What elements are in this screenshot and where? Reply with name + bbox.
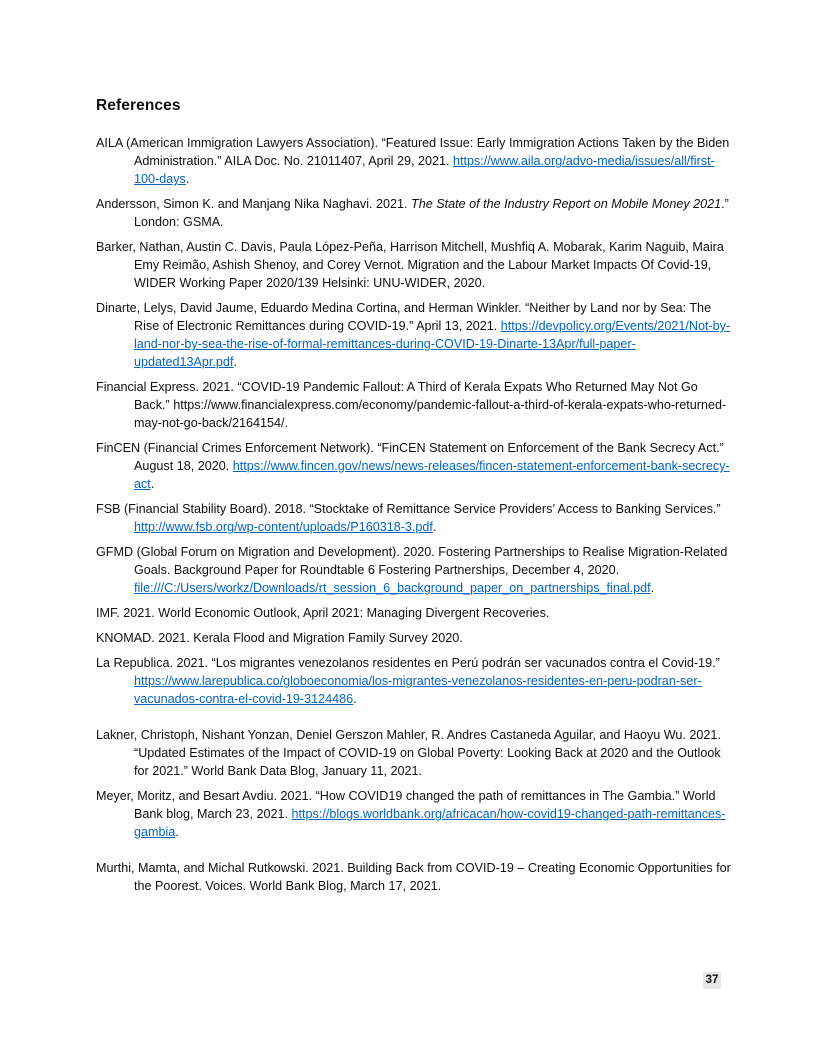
reference-link[interactable]: http://www.fsb.org/wp-content/uploads/P160318-3.pdf [134, 520, 433, 534]
reference-link[interactable]: https://blogs.worldbank.org/africacan/how-covid19-changed-path-remittances-gambia [134, 807, 726, 839]
reference-item: GFMD (Global Forum on Migration and Development). 2020. Fostering Partnerships to Realise Migration-Related Goals. Background Paper for Roundtable 6 Fostering Partnerships, December 4, 2020. file:///C:/Users/workz/Downloads/rt_session_6_background_paper_on_partnerships_final.pdf. [96, 545, 728, 595]
reference-item: Lakner, Christoph, Nishant Yonzan, Deniel Gerszon Mahler, R. Andres Castaneda Aguilar, and Haoyu Wu. 2021. “Updated Estimates of the Impact of COVID-19 on Global Poverty: Looking Back at 2020 and the Outlook for 2021.” World Bank Data Blog, January 11, 2021. [96, 728, 721, 778]
reference-item: Andersson, Simon K. and Manjang Nika Naghavi. 2021. The State of the Industry Report on Mobile Money 2021.” London: GSMA. [96, 197, 729, 229]
reference-link[interactable]: https://devpolicy.org/Events/2021/Not-by-land-nor-by-sea-the-rise-of-formal-remittances-during-COVID-19-Dinarte-13Apr/full-paper-updated13Apr.pdf [134, 319, 731, 369]
reference-item: KNOMAD. 2021. Kerala Flood and Migration Family Survey 2020. [96, 631, 463, 645]
page-number: 37 [703, 972, 721, 989]
reference-item: Murthi, Mamta, and Michal Rutkowski. 2021. Building Back from COVID-19 – Creating Economic Opportunities for the Poorest. Voices. World Bank Blog, March 17, 2021. [96, 861, 731, 893]
reference-item: Financial Express. 2021. “COVID-19 Pandemic Fallout: A Third of Kerala Expats Who Returned May Not Go Back.” https://www.financialexpress.com/economy/pandemic-fallout-a-third-of-kerala-expats-who-returned-may-not-go-back/2164154/. [96, 380, 727, 430]
reference-item: Barker, Nathan, Austin C. Davis, Paula López-Peña, Harrison Mitchell, Mushfiq A. Mobarak, Karim Naguib, Maira Emy Reimão, Ashish Shenoy, and Corey Vernot. Migration and the Labour Market Impacts Of Covid-19, WIDER Working Paper 2020/139 Helsinki: UNU-WIDER, 2020. [96, 240, 724, 290]
reference-item: Dinarte, Lelys, David Jaume, Eduardo Medina Cortina, and Herman Winkler. “Neither by Land nor by Sea: The Rise of Electronic Remittances during COVID-19.” April 13, 2021. https://devpolicy.org/Events/2021/Not-by-land-nor-by-sea-the-rise-of-formal-remittances-during-COVID-19-Dinarte-13Apr/full-paper-updated13Apr.pdf. [96, 301, 731, 369]
reference-item: FSB (Financial Stability Board). 2018. “Stocktake of Remittance Service Providers’ Access to Banking Services.” http://www.fsb.org/wp-content/uploads/P160318-3.pdf. [96, 502, 721, 534]
reference-link[interactable]: https://www.fincen.gov/news/news-releases/fincen-statement-enforcement-bank-secrecy-act [134, 459, 730, 491]
reference-item: AILA (American Immigration Lawyers Association). “Featured Issue: Early Immigration Actions Taken by the Biden Administration.” AILA Doc. No. 21011407, April 29, 2021. https://www.aila.org/advo-media/issues/all/first-100-days. [96, 136, 730, 186]
reference-item: La Republica. 2021. “Los migrantes venezolanos residentes en Perú podrán ser vacunados contra el Covid-19.” https://www.larepublica.co/globoeconomia/los-migrantes-venezolanos-residentes-en-peru-podran-ser-vacunados-contra-el-covid-19-3124486. [96, 656, 720, 706]
reference-link[interactable]: file:///C:/Users/workz/Downloads/rt_session_6_background_paper_on_partnerships_final.pdf [134, 581, 651, 595]
reference-item: IMF. 2021. World Economic Outlook, April 2021: Managing Divergent Recoveries. [96, 606, 550, 620]
reference-item: Meyer, Moritz, and Besart Avdiu. 2021. “How COVID19 changed the path of remittances in The Gambia.” World Bank blog, March 23, 2021. https://blogs.worldbank.org/africacan/how-covid19-changed-path-remittances-gambia. [96, 789, 726, 839]
page-heading: References [96, 97, 181, 114]
reference-item: FinCEN (Financial Crimes Enforcement Network). “FinCEN Statement on Enforcement of the Bank Secrecy Act.” August 18, 2020. https://www.fincen.gov/news/news-releases/fincen-statement-enforcement-bank-secrecy-act. [96, 441, 730, 491]
reference-link[interactable]: https://www.aila.org/advo-media/issues/all/first-100-days [134, 154, 715, 186]
reference-link[interactable]: https://www.larepublica.co/globoeconomia/los-migrantes-venezolanos-residentes-en-peru-podran-ser-vacunados-contra-el-covid-19-3124486 [134, 674, 702, 706]
reference-list [96, 134, 736, 902]
